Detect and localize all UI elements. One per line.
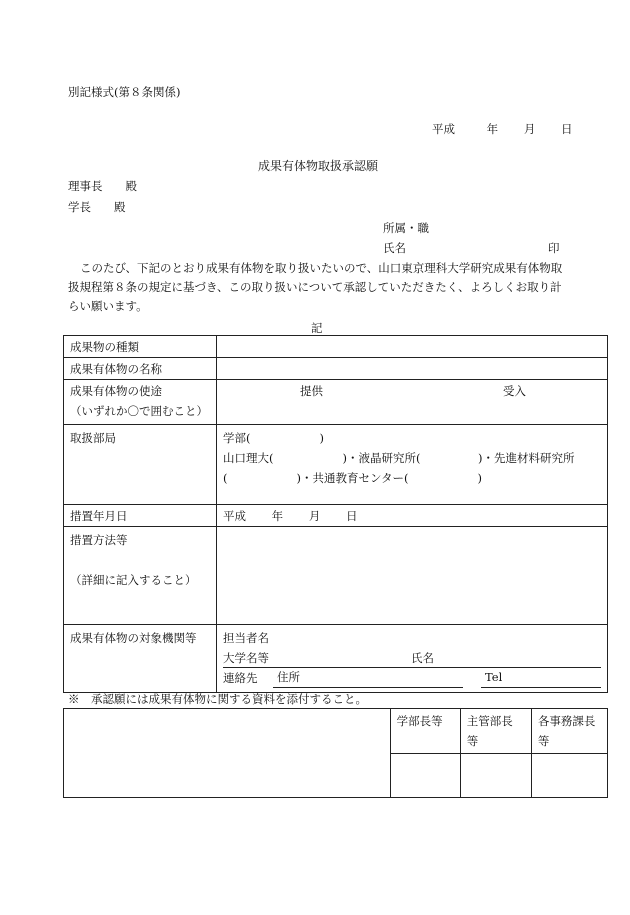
address-field[interactable] bbox=[273, 668, 463, 688]
dept-label: 取扱部局 bbox=[64, 425, 217, 505]
table-row bbox=[64, 358, 608, 380]
table-row bbox=[64, 527, 608, 625]
tel-field[interactable] bbox=[481, 668, 601, 688]
request-paragraph bbox=[68, 259, 566, 316]
approval-blank bbox=[64, 709, 391, 798]
method-label-cell bbox=[64, 527, 217, 625]
approval-table bbox=[63, 708, 608, 798]
table-row bbox=[64, 336, 608, 358]
dept-line-1: 学部( ) bbox=[223, 431, 324, 445]
usage-option-provide[interactable]: 提供 bbox=[300, 384, 323, 398]
table-row bbox=[64, 625, 608, 693]
tel-label: Tel bbox=[485, 670, 503, 684]
name-field[interactable] bbox=[217, 358, 608, 380]
type-field[interactable] bbox=[217, 336, 608, 358]
details-table bbox=[63, 335, 608, 693]
usage-label: 成果有体物の使途 bbox=[70, 384, 162, 398]
contact-line bbox=[223, 668, 601, 688]
usage-label-cell bbox=[64, 380, 217, 425]
dept-line-3: ( )・共通教育センター( ) bbox=[223, 471, 482, 485]
request-text: このたび、下記のとおり成果有体物を取り扱いたいので、山口東京理科大学研究成果有体物取扱規程第８条の規定に基づき、この取り扱いについて承認していただきたく、よろしくお取り計らい願います。 bbox=[68, 261, 563, 313]
usage-note: （いずれか〇で囲むこと） bbox=[70, 404, 208, 418]
action-date-month: 月 bbox=[308, 509, 321, 523]
table-row bbox=[64, 505, 608, 527]
approval-header-dean: 学部長等 bbox=[390, 709, 460, 754]
method-label: 措置方法等 bbox=[70, 533, 128, 547]
table-row bbox=[64, 380, 608, 425]
action-date-day: 日 bbox=[345, 509, 358, 523]
target-field[interactable] bbox=[217, 625, 608, 693]
approval-header-director: 主管部長 等 bbox=[460, 709, 531, 754]
method-note: （詳細に記入すること） bbox=[70, 573, 197, 587]
date-era: 平成 bbox=[432, 122, 455, 136]
person-name-label: 氏名 bbox=[411, 651, 434, 665]
person-label: 担当者名 bbox=[223, 631, 269, 645]
name-label: 成果有体物の名称 bbox=[64, 358, 217, 380]
usage-field[interactable] bbox=[217, 380, 608, 425]
address-label: 住所 bbox=[277, 670, 300, 684]
univ-line[interactable] bbox=[223, 648, 601, 668]
affiliation-label: 所属・職 bbox=[383, 221, 429, 235]
action-date-year: 年 bbox=[271, 509, 284, 523]
date-year: 年 bbox=[486, 122, 499, 136]
approval-seal-director[interactable] bbox=[460, 754, 531, 798]
form-reference: 別記様式(第８条関係) bbox=[68, 85, 181, 99]
contact-label: 連絡先 bbox=[223, 671, 258, 685]
attachment-note: ※ 承認願には成果有体物に関する資料を添付すること。 bbox=[68, 692, 367, 706]
usage-option-receive[interactable]: 受入 bbox=[503, 384, 526, 398]
approval-header-row bbox=[64, 709, 608, 754]
action-date-field[interactable] bbox=[217, 505, 608, 527]
ki-heading: 記 bbox=[311, 321, 323, 335]
univ-label: 大学名等 bbox=[223, 651, 269, 665]
document-title: 成果有体物取扱承認願 bbox=[258, 159, 379, 173]
approval-seal-dean[interactable] bbox=[390, 754, 460, 798]
method-field[interactable] bbox=[217, 527, 608, 625]
table-row bbox=[64, 425, 608, 505]
approval-header-section-chief: 各事務課長 等 bbox=[531, 709, 607, 754]
submission-date bbox=[432, 121, 572, 137]
action-date-label: 措置年月日 bbox=[64, 505, 217, 527]
date-day: 日 bbox=[560, 122, 573, 136]
dept-line-2: 山口理大( )・液晶研究所( )・先進材料研究所 bbox=[223, 451, 575, 465]
approval-seal-section-chief[interactable] bbox=[531, 754, 607, 798]
dept-field[interactable] bbox=[217, 425, 608, 505]
addressee-chairman: 理事長 殿 bbox=[68, 179, 137, 193]
type-label: 成果物の種類 bbox=[64, 336, 217, 358]
seal-label: 印 bbox=[548, 241, 560, 255]
target-label: 成果有体物の対象機関等 bbox=[64, 625, 217, 693]
applicant-name-label: 氏名 bbox=[383, 241, 406, 255]
action-date-era: 平成 bbox=[223, 509, 246, 523]
date-month: 月 bbox=[523, 122, 536, 136]
addressee-president: 学長 殿 bbox=[68, 200, 126, 214]
